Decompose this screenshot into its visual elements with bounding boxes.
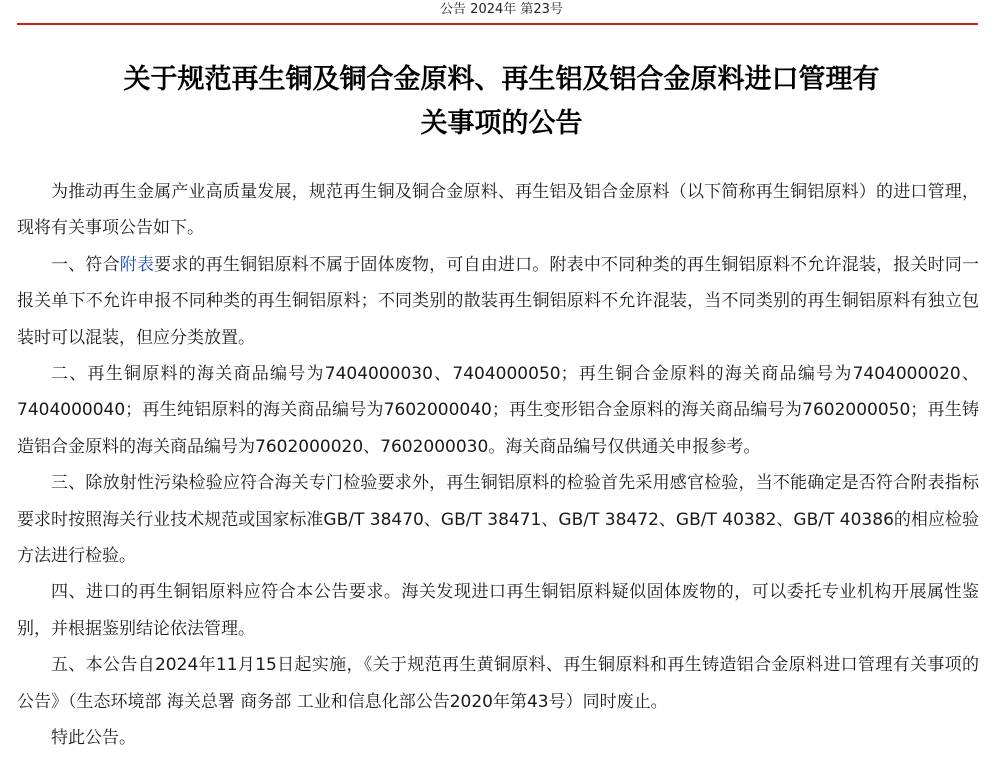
appendix-link[interactable]: 附表 — [119, 254, 155, 275]
closing-line: 特此公告。 — [51, 728, 136, 749]
title-line-1: 关于规范再生铜及铜合金原料、再生铝及铝合金原料进口管理有 — [123, 64, 880, 95]
announcement-body — [17, 174, 979, 757]
paragraph-1 — [17, 247, 979, 356]
title-line-2: 关事项的公告 — [420, 108, 583, 139]
paragraph-3: 三、除放射性污染检验应符合海关专门检验要求外，再生铜铝原料的检验首先采用感官检验，当不能确定是否符合附表指标要求时按照海关行业技术规范或国家标准GB/T 38470、GB/T 38471、GB/T 38472、GB/T 40382、GB/T 40386的相应检验方法进行检验。 — [17, 473, 979, 567]
paragraph-4: 四、进口的再生铜铝原料应符合本公告要求。海关发现进口再生铜铝原料疑似固体废物的，可以委托专业机构开展属性鉴别，并根据鉴别结论依法管理。 — [17, 582, 979, 639]
paragraph-5: 五、本公告自2024年11月15日起实施，《关于规范再生黄铜原料、再生铜原料和再生铸造铝合金原料进口管理有关事项的公告》（生态环境部 海关总署 商务部 工业和信息化部公告2020年第43号）同时废止。 — [17, 655, 979, 712]
paragraph-2: 二、再生铜原料的海关商品编号为7404000030、7404000050；再生铜合金原料的海关商品编号为7404000020、7404000040；再生纯铝原料的海关商品编号为7602000040；再生变形铝合金原料的海关商品编号为7602000050；再生铸造铝合金原料的海关商品编号为7602000020、7602000030。海关商品编号仅供通关申报参考。 — [17, 364, 979, 457]
announcement-number: 公告 2024年 第23号 — [440, 2, 563, 17]
header-divider — [17, 23, 978, 25]
paragraph-1-rest: 要求的再生铜铝原料不属于固体废物，可自由进口。附表中不同种类的再生铜铝原料不允许混装，报关时同一报关单下不允许申报不同种类的再生铜铝原料；不同类别的散装再生铜铝原料不允许混装，当不同类别的再生铜铝原料有独立包装时可以混装，但应分类放置。 — [17, 254, 980, 348]
page-title — [40, 58, 963, 146]
paragraph-1-lead: 一、符合 — [51, 254, 120, 275]
intro-paragraph: 为推动再生金属产业高质量发展，规范再生铜及铜合金原料、再生铝及铝合金原料（以下简称再生铜铝原料）的进口管理，现将有关事项公告如下。 — [17, 182, 979, 239]
